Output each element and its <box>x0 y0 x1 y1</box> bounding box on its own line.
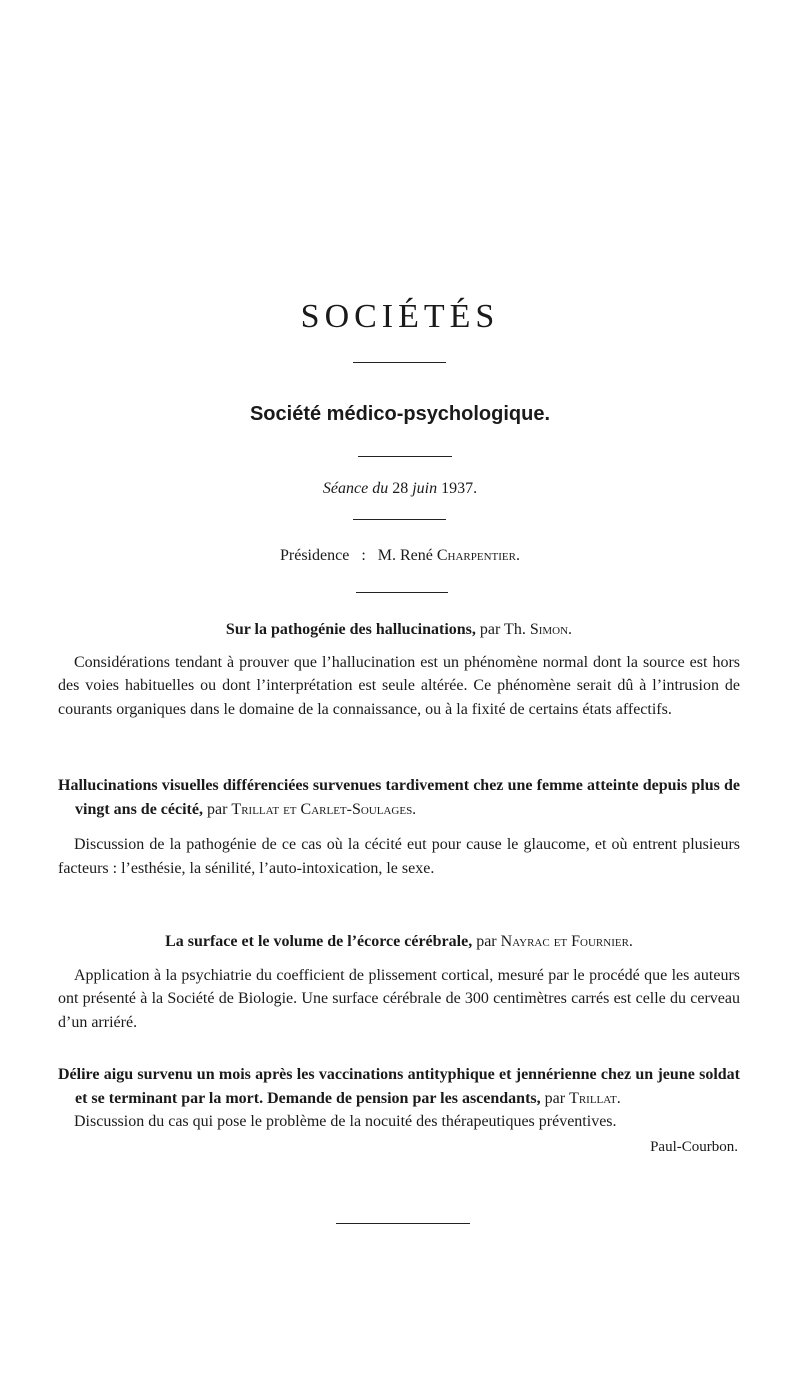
article-4-body: Discussion du cas qui pose le problème de la nocuité des thérapeutiques préventives. <box>74 1113 617 1130</box>
article-1-heading <box>58 618 740 642</box>
article-3-title: La surface et le volume de l’écorce cérébrale, <box>165 933 473 950</box>
presidence-prefix: M. René <box>377 547 433 564</box>
seance-divider <box>353 519 446 520</box>
article-4-authors: Trillat. <box>569 1089 621 1107</box>
article-3-authors: Nayrac et Fournier. <box>500 933 633 950</box>
article-1-title: Sur la pathogénie des hallucinations, <box>225 621 476 638</box>
presidence-divider <box>356 592 448 593</box>
article-2-by: par <box>206 800 228 818</box>
seance-date <box>0 480 800 498</box>
article-4-heading <box>58 1063 740 1110</box>
article-2-heading <box>58 774 740 821</box>
article-1 <box>58 618 740 721</box>
article-3 <box>58 930 740 1034</box>
article-1-body: Considérations tendant à prouver que l’hallucination est un phénomène normal dont la source est hors des voies habituelles ou dont l’interprétation est seule altérée. Ce phénomène serait dû à l’intrusion de courants organiques dans le domaine de la connaissance, ou à la fixité de certains états affectifs. <box>58 653 740 718</box>
seance-day: 28 <box>392 480 409 497</box>
presidence-name: Charpentier. <box>436 547 520 564</box>
article-4 <box>58 1063 740 1159</box>
article-1-authors: Simon. <box>529 621 573 638</box>
presidence-line <box>0 547 800 565</box>
seance-month: juin <box>412 480 438 497</box>
society-divider <box>358 456 452 457</box>
signature: Paul-Courbon. <box>650 1138 738 1155</box>
society-name: Société médico-psychologique. <box>249 403 551 425</box>
article-2 <box>58 774 740 880</box>
article-2-body: Discussion de la pathogénie de ce cas où la cécité eut pour cause le glaucome, et où entrent plusieurs facteurs : l’esthésie, la sénilité, l’auto-intoxication, le sexe. <box>58 836 740 877</box>
article-2-authors: Trillat et Carlet-Soulages. <box>231 800 417 818</box>
presidence-label: Présidence <box>280 547 350 564</box>
end-divider <box>336 1223 470 1224</box>
article-1-by: par Th. <box>479 621 526 638</box>
article-3-heading <box>58 930 740 954</box>
presidence-sep: : <box>361 547 366 564</box>
page-title: SOCIÉTÉS <box>300 298 500 335</box>
title-divider <box>353 362 446 363</box>
article-3-by: par <box>476 933 497 950</box>
article-4-by: par <box>544 1089 566 1107</box>
article-2-title: Hallucinations visuelles différenciées survenues tardivement chez une femme atteinte depuis plus de vingt ans de cécité, <box>58 777 740 818</box>
article-4-title: Délire aigu survenu un mois après les vaccinations antityphique et jennérienne chez un jeune soldat et se terminant par la mort. Demande de pension par les ascendants, <box>58 1066 740 1107</box>
seance-year: 1937. <box>441 480 478 497</box>
seance-label: Séance du <box>322 480 389 497</box>
article-3-body: Application à la psychiatrie du coefficient de plissement cortical, mesuré par le procédé que les auteurs ont présenté à la Société de Biologie. Une surface cérébrale de 300 centimètres carrés est celle du cerveau d’un arriéré. <box>58 966 740 1031</box>
